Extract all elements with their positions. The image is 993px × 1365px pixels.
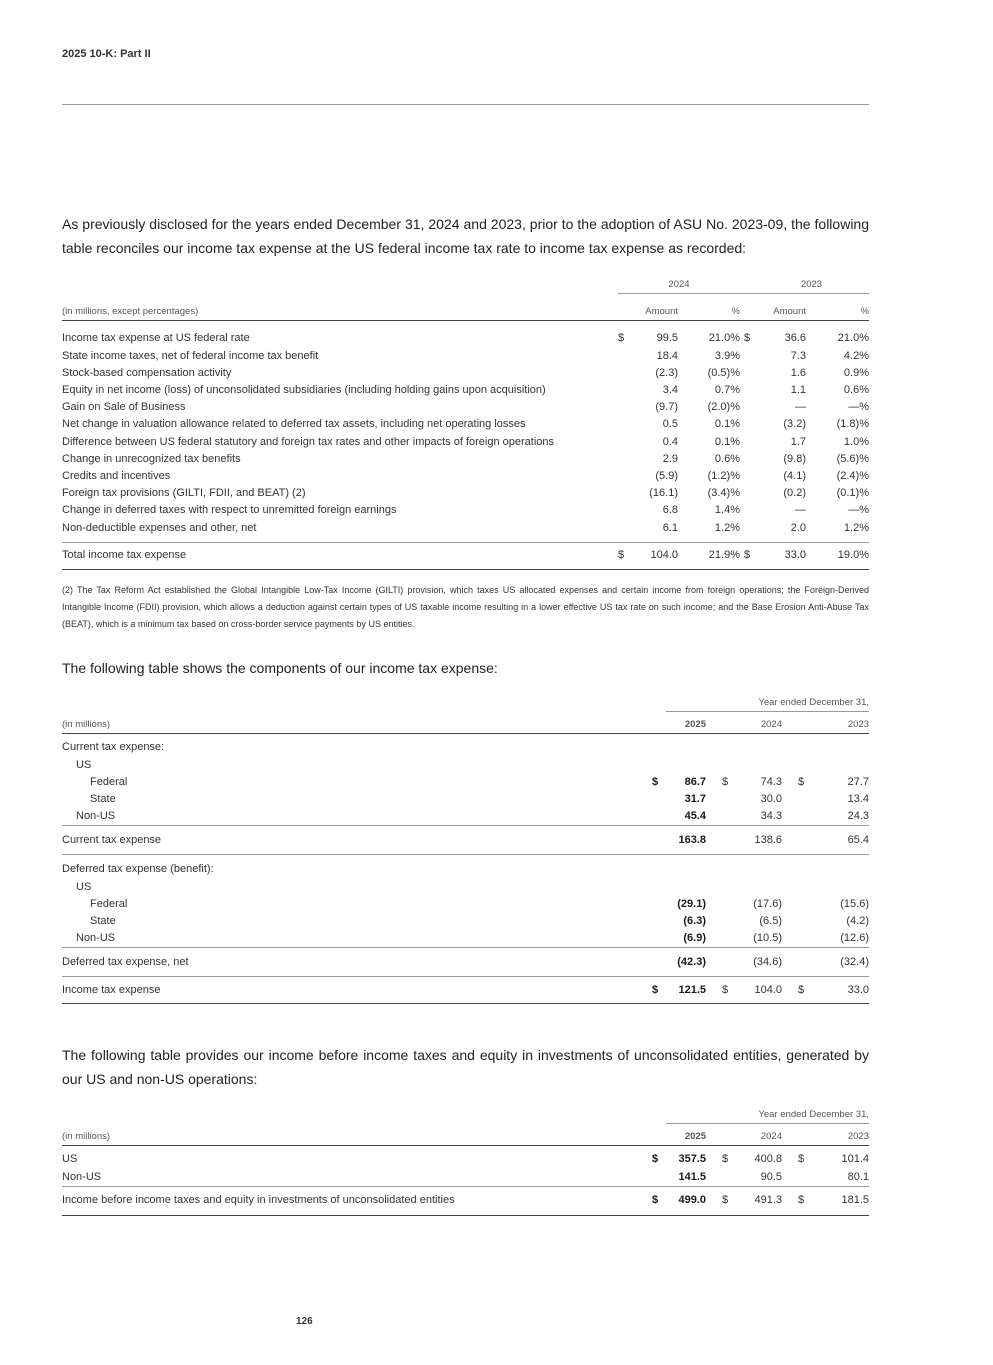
reconciliation-row [62,468,869,485]
total-currency-2024: $ [618,542,632,569]
row-label: Foreign tax provisions (GILTI, FDII, and BEAT) (2) [62,487,306,500]
row-label: Credits and incentives [62,470,171,483]
pct-2024: 0.6% [714,452,740,465]
tax-components-table [62,694,869,1004]
currency-2023 [740,485,756,502]
total-pct-2023: 19.0% [806,542,869,569]
page-number: 126 [296,1316,313,1327]
currency-2024 [618,520,632,537]
income-total-row: Income before income taxes and equity in investments of unconsolidated entities $ 499.0 $ 491.3 $ 181.5 [62,1186,869,1215]
currency-2023 [740,520,756,537]
reconciliation-row [62,520,869,537]
total-pct-2024: 21.9% [678,542,740,569]
currency-2023 [740,382,756,399]
pct-2024: 1.4% [714,504,740,517]
income-period-header: Year ended December 31, [666,1106,869,1124]
currency-2023: $ [744,332,751,345]
currency-2024 [618,502,632,519]
pct-2024: (1.2)% [707,470,740,483]
reconciliation-intro: As previously disclosed for the years ended December 31, 2024 and 2023, prior to the adoption of ASU No. 2023-09, the following table reconciles our income tax expense at the US federal income tax rate to income tax expense as recorded: [62,216,869,256]
pct-2023: 1.2% [843,521,869,534]
currency-2024 [618,416,632,433]
total-amount-2024: 104.0 [632,542,678,569]
amount-2023: (4.1) [783,470,806,483]
amount-2024: 18.4 [656,349,678,362]
current-total-row: Current tax expense 163.8 138.6 65.4 [62,826,869,855]
currency-2024 [618,348,632,365]
pct-2024: 0.1% [714,418,740,431]
pct-2023: 0.9% [843,366,869,379]
reconciliation-rows [62,330,869,536]
currency-2024 [618,434,632,451]
deferred-nonus-row: Non-US (6.9) (10.5) (12.6) [62,930,869,948]
amount-2024: 3.4 [662,384,678,397]
total-currency-2023: $ [740,542,756,569]
deferred-us-row: US [76,880,92,893]
year-header-row [62,276,869,294]
header-divider [62,104,869,105]
amount-2024: 6.8 [662,504,678,517]
pct-2023: (0.1)% [836,487,869,500]
pct-header-2023: % [806,303,869,321]
currency-2024: $ [618,332,625,345]
row-label: Non-deductible expenses and other, net [62,521,257,534]
amount-2023: 2.0 [790,521,806,534]
amount-2024: 2.9 [662,452,678,465]
current-state-row: State 31.7 30.0 13.4 [90,793,869,806]
reconciliation-row [62,399,869,416]
currency-2024 [618,451,632,468]
income-intro: The following table provides our income before income taxes and equity in investments of unconsolidated entities, generated by our US and non-US operations: [62,1047,869,1087]
currency-2023 [740,468,756,485]
income-column-header-row: (in millions) 2025 2024 2023 [62,1128,869,1146]
income-before-taxes-table [62,1106,869,1216]
deferred-total-row: Deferred tax expense, net (42.3) (34.6) (32.4) [62,948,869,977]
amount-2023: 1.6 [790,366,806,379]
tax-reconciliation-table [62,276,869,570]
pct-2023: 0.6% [843,384,869,397]
year-2024-header: 2024 [618,276,740,294]
amount-2024: 0.5 [662,418,678,431]
amount-2023: 1.1 [790,384,806,397]
amount-2024: 0.4 [662,435,678,448]
reconciliation-row [62,330,869,347]
income-tax-expense-row: Income tax expense $ 121.5 $ 104.0 $ 33.0 [62,977,869,1004]
pct-2024: 0.7% [714,384,740,397]
amount-2023: 7.3 [790,349,806,362]
period-header: Year ended December 31, [666,694,869,712]
pct-2023: —% [848,401,869,414]
row-label: Net change in valuation allowance related to deferred tax assets, including net operating losses [62,418,526,431]
components-units-label: (in millions) [62,716,652,734]
amount-header-2024: Amount [632,303,678,321]
footnote-2: (2) The Tax Reform Act established the Global Intangible Low-Tax Income (GILTI) provision, which taxes US allocated expenses and certain income from foreign operations; the Foreign-Derived Intangible Income (FDII) provision, which allows a deduction against certain types of US taxable income resulting in a lower effective US tax rate on such income; and the Base Erosion Anti-Abuse Tax (BEAT), which is a minimum tax based on cross-border service payments by US entities. [62,585,869,629]
total-label: Total income tax expense [62,542,618,569]
pct-2023: (2.4)% [836,470,869,483]
currency-2024 [618,468,632,485]
pct-2023: 1.0% [843,435,869,448]
pct-2024: 3.9% [714,349,740,362]
row-label: Stock-based compensation activity [62,366,232,379]
currency-2024 [618,382,632,399]
row-label: Change in unrecognized tax benefits [62,452,241,465]
pct-2023: (5.6)% [836,452,869,465]
amount-2023: — [795,504,806,517]
amount-2024: 99.5 [656,332,678,345]
row-label: Income tax expense at US federal rate [62,332,250,345]
pct-2024: (0.5)% [707,366,740,379]
currency-2023 [740,502,756,519]
amount-2024: (5.9) [655,470,678,483]
reconciliation-row [62,365,869,382]
currency-2024 [618,399,632,416]
row-label: Change in deferred taxes with respect to unremitted foreign earnings [62,504,397,517]
amount-2024: (2.3) [655,366,678,379]
currency-2023 [740,434,756,451]
total-income-tax-row [62,542,869,569]
deferred-federal-row: Federal (29.1) (17.6) (15.6) [90,897,869,910]
currency-2024 [618,365,632,382]
page-header: 2025 10-K: Part II [62,48,151,60]
amount-2023: (0.2) [783,487,806,500]
year-2025-header: 2025 [666,716,706,734]
reconciliation-row [62,485,869,502]
amount-2023: 1.7 [790,435,806,448]
amount-header-2023: Amount [756,303,806,321]
column-header-row [62,303,869,321]
pct-2023: —% [848,504,869,517]
income-nonus-row: Non-US 141.5 90.5 80.1 [62,1169,869,1187]
reconciliation-row [62,451,869,468]
current-federal-row: Federal $ 86.7 $ 74.3 $ 27.7 [90,775,869,788]
year-2023-header: 2023 [816,716,869,734]
row-label: Gain on Sale of Business [62,401,186,414]
pct-2023: (1.8)% [836,418,869,431]
pct-2024: (3.4)% [707,487,740,500]
currency-2023 [740,365,756,382]
row-label: State income taxes, net of federal income tax benefit [62,349,319,362]
reconciliation-row [62,502,869,519]
pct-2024: (2.0)% [707,401,740,414]
pct-2024: 0.1% [714,435,740,448]
pct-2023: 4.2% [843,349,869,362]
amount-2023: 36.6 [784,332,806,345]
pct-2023: 21.0% [837,332,869,345]
amount-2024: (9.7) [655,401,678,414]
amount-2023: (3.2) [783,418,806,431]
amount-2024: 6.1 [662,521,678,534]
total-amount-2023: 33.0 [756,542,806,569]
pct-2024: 1.2% [714,521,740,534]
currency-2023 [740,451,756,468]
reconciliation-row [62,434,869,451]
pct-2024: 21.0% [708,332,740,345]
amount-2023: (9.8) [783,452,806,465]
income-us-row: US $ 357.5 $ 400.8 $ 101.4 [62,1153,869,1166]
year-2024-header: 2024 [740,716,782,734]
deferred-state-row: State (6.3) (6.5) (4.2) [90,915,869,928]
components-column-header-row [62,716,869,734]
currency-2023 [740,399,756,416]
row-label: Difference between US federal statutory and foreign tax rates and other impacts of foreign operations [62,435,555,448]
current-nonus-row: Non-US 45.4 34.3 24.3 [62,808,869,826]
reconciliation-row [62,416,869,433]
deferred-heading-row: Deferred tax expense (benefit): [62,863,214,876]
units-label: (in millions, except percentages) [62,303,618,321]
reconciliation-row [62,382,869,399]
reconciliation-row [62,348,869,365]
row-label: Equity in net income (loss) of unconsolidated subsidiaries (including holding gains upon acquisition) [62,384,546,397]
year-2023-header: 2023 [740,276,869,294]
currency-2023 [740,416,756,433]
currency-2023 [740,348,756,365]
current-heading-row: Current tax expense: [62,741,165,754]
amount-2023: — [795,401,806,414]
current-us-row: US [76,758,92,771]
components-intro: The following table shows the components of our income tax expense: [62,660,498,676]
amount-2024: (16.1) [649,487,678,500]
pct-header-2024: % [678,303,740,321]
currency-2024 [618,485,632,502]
